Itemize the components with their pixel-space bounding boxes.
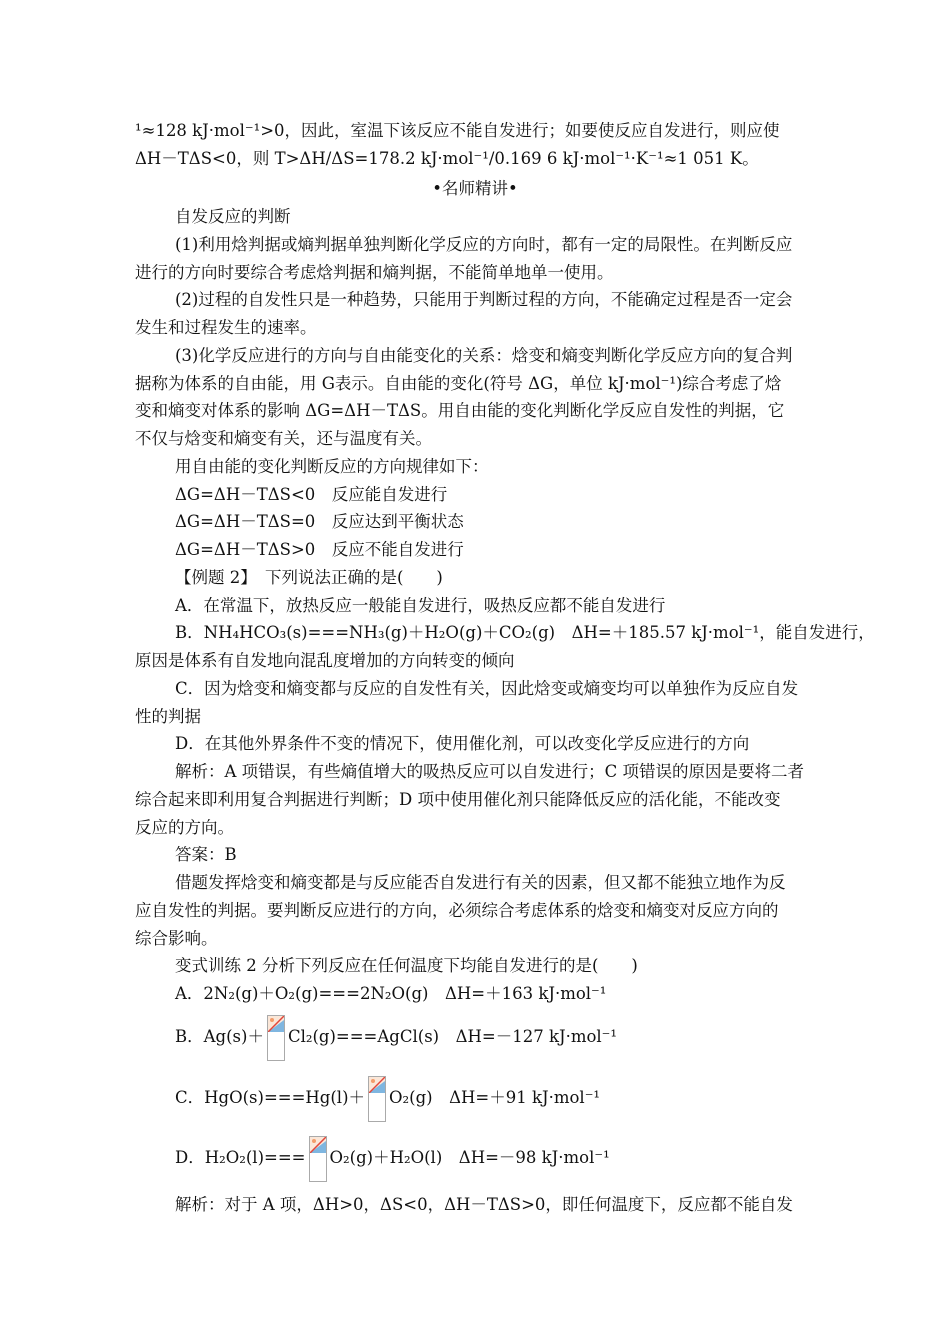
text-line: 变和熵变对体系的影响 ΔG=ΔH－TΔS。用自由能的变化判断化学反应自发性的判据，它 [135, 401, 785, 420]
text-line: 综合影响。 [135, 929, 218, 948]
option-d: D．在其他外界条件不变的情况下，使用催化剂，可以改变化学反应进行的方向 [175, 734, 750, 753]
text-line: 据称为体系的自由能，用 G表示。自由能的变化(符号 ΔG，单位 kJ·mol⁻¹)综合考虑了焓 [135, 374, 782, 393]
analysis-line: 反应的方向。 [135, 818, 234, 837]
text-line: 进行的方向时要综合考虑焓判据和熵判据，不能简单地单一使用。 [135, 263, 614, 282]
broken-image-icon [267, 1015, 285, 1061]
text-line: 性的判据 [135, 707, 201, 726]
answer-line: 答案：B [175, 845, 237, 864]
variant-title: 变式训练 2 分析下列反应在任何温度下均能自发进行的是( ) [175, 956, 638, 975]
option-text: C．HgO(s)===Hg(l)＋ [175, 1088, 366, 1107]
text-line: (2)过程的自发性只是一种趋势，只能用于判断过程的方向，不能确定过程是否一定会 [175, 290, 793, 309]
option-text: O₂(g) ΔH=＋91 kJ·mol⁻¹ [389, 1088, 601, 1107]
option-text: O₂(g)＋H₂O(l) ΔH=－98 kJ·mol⁻¹ [329, 1148, 610, 1167]
text-line: 应自发性的判据。要判断反应进行的方向，必须综合考虑体系的焓变和熵变对反应方向的 [135, 901, 779, 920]
option-text: B．Ag(s)＋ [175, 1027, 264, 1046]
text-line: ΔH－TΔS<0，则 T>ΔH/ΔS=178.2 kJ·mol⁻¹/0.169 6 kJ·mol⁻¹·K⁻¹≈1 051 K。 [135, 149, 759, 168]
variant-option-c [175, 1074, 600, 1122]
variant-option-d [175, 1134, 610, 1182]
analysis-line: 解析：对于 A 项，ΔH>0，ΔS<0，ΔH－TΔS>0，即任何温度下，反应都不能自发 [175, 1195, 793, 1214]
section-heading: •名师精讲• [432, 179, 518, 198]
option-text: D．H₂O₂(l)=== [175, 1148, 306, 1167]
variant-option-b [175, 1013, 617, 1061]
option-c: C．因为焓变和熵变都与反应的自发性有关，因此焓变或熵变均可以单独作为反应自发 [175, 679, 799, 698]
example-title: 【例题 2】 下列说法正确的是( ) [175, 568, 443, 587]
text-line: (1)利用焓判据或熵判据单独判断化学反应的方向时，都有一定的局限性。在判断反应 [175, 235, 793, 254]
broken-image-icon [309, 1136, 327, 1182]
option-a: A．在常温下，放热反应一般能自发进行，吸热反应都不能自发进行 [175, 596, 666, 615]
rule-line: ΔG=ΔH－TΔS<0 反应能自发进行 [175, 485, 448, 504]
variant-option-a: A．2N₂(g)＋O₂(g)===2N₂O(g) ΔH=＋163 kJ·mol⁻¹ [175, 984, 607, 1003]
text-line: 借题发挥焓变和熵变都是与反应能否自发进行有关的因素，但又都不能独立地作为反 [175, 873, 786, 892]
rule-line: ΔG=ΔH－TΔS>0 反应不能自发进行 [175, 540, 464, 559]
broken-image-icon [368, 1076, 386, 1122]
option-b: B．NH₄HCO₃(s)===NH₃(g)＋H₂O(g)＋CO₂(g) ΔH=＋185.57 kJ·mol⁻¹，能自发进行， [175, 623, 875, 642]
text-line: ¹≈128 kJ·mol⁻¹>0，因此，室温下该反应不能自发进行；如要使反应自发进行，则应使 [135, 121, 780, 140]
option-text: Cl₂(g)===AgCl(s) ΔH=－127 kJ·mol⁻¹ [287, 1027, 618, 1046]
analysis-line: 解析：A 项错误，有些熵值增大的吸热反应可以自发进行；C 项错误的原因是要将二者 [175, 762, 805, 781]
subsection-title: 自发反应的判断 [175, 207, 291, 226]
text-line: 用自由能的变化判断反应的方向规律如下： [175, 457, 489, 476]
analysis-line: 综合起来即利用复合判据进行判断；D 项中使用催化剂只能降低反应的活化能，不能改变 [135, 790, 781, 809]
text-line: 发生和过程发生的速率。 [135, 318, 317, 337]
text-line: 不仅与焓变和熵变有关，还与温度有关。 [135, 429, 432, 448]
rule-line: ΔG=ΔH－TΔS=0 反应达到平衡状态 [175, 512, 464, 531]
text-line: (3)化学反应进行的方向与自由能变化的关系：焓变和熵变判断化学反应方向的复合判 [175, 346, 793, 365]
text-line: 原因是体系有自发地向混乱度增加的方向转变的倾向 [135, 651, 515, 670]
